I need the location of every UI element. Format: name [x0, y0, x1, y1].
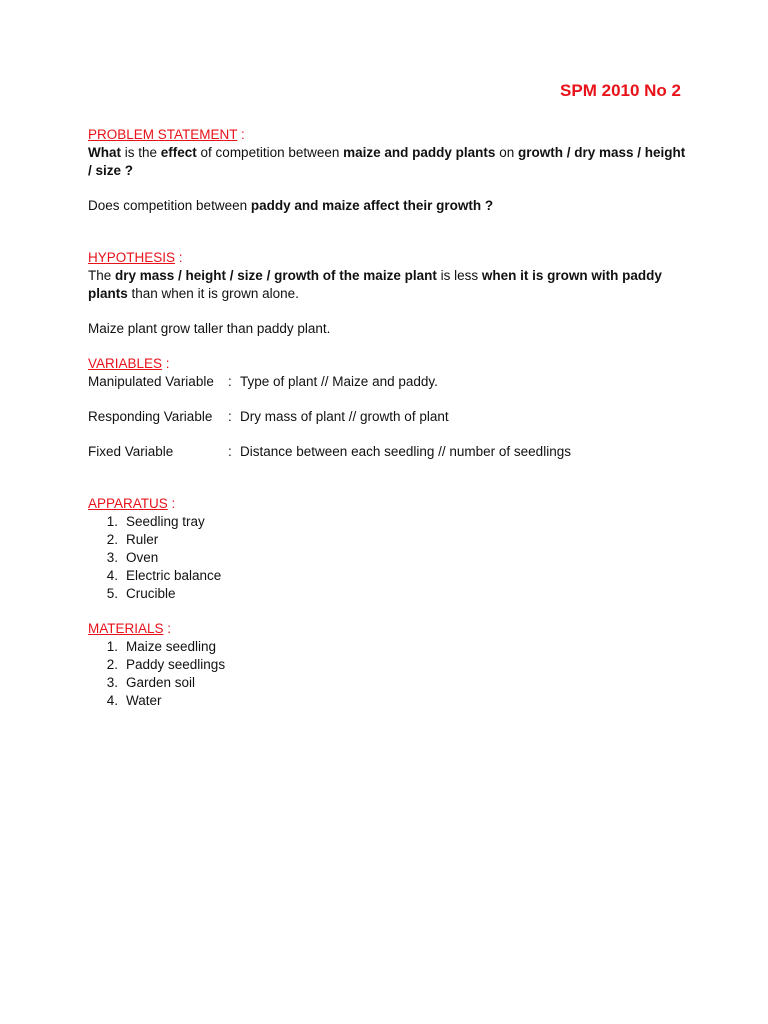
list-item [88, 656, 688, 674]
list-item [88, 531, 688, 549]
list-item-text: Electric balance [126, 568, 222, 583]
apparatus-heading-line [88, 495, 688, 513]
list-item-text: Paddy seedlings [126, 657, 226, 672]
list-number: 3. [106, 550, 118, 565]
hypothesis-heading-line [88, 249, 688, 267]
materials-list [88, 638, 688, 710]
heading-colon: : [175, 250, 183, 265]
variable-separator: : [228, 444, 232, 459]
heading-colon: : [163, 621, 172, 636]
list-number: 2. [106, 657, 118, 672]
list-item [88, 513, 688, 531]
list-item-text: Ruler [126, 532, 159, 547]
text: is less [436, 268, 482, 283]
list-item-text: Garden soil [126, 675, 196, 690]
variable-value: Type of plant // Maize and paddy. [240, 374, 438, 389]
list-item-text: Seedling tray [126, 514, 205, 529]
variables-heading-line [88, 355, 688, 373]
variable-value: Dry mass of plant // growth of plant [240, 409, 449, 424]
text-bold: dry mass / height / size / growth of the maize plant [115, 268, 437, 283]
text-bold: when it is grown with paddy plants [88, 268, 662, 301]
variable-name: Manipulated Variable [88, 374, 214, 389]
list-item-text: Oven [126, 550, 159, 565]
list-item [88, 549, 688, 567]
list-item [88, 638, 688, 656]
text: on [495, 145, 518, 160]
list-item [88, 692, 688, 710]
materials-heading-line [88, 620, 688, 638]
list-item-text: Water [126, 693, 162, 708]
heading-colon: : [167, 496, 176, 511]
document-body [88, 126, 688, 710]
text: is the [121, 145, 161, 160]
text-bold: effect [160, 145, 197, 160]
list-number: 4. [106, 693, 118, 708]
text-bold: paddy and maize affect their growth ? [250, 198, 494, 213]
apparatus-heading: APPARATUS [88, 496, 168, 511]
hypothesis-text [88, 267, 688, 303]
variable-separator: : [228, 409, 232, 424]
text-bold: What [88, 145, 121, 160]
variable-row-manipulated [88, 373, 688, 391]
text: The [88, 268, 116, 283]
list-item [88, 674, 688, 692]
materials-heading: MATERIALS [88, 621, 164, 636]
list-item [88, 567, 688, 585]
variable-name: Responding Variable [88, 409, 213, 424]
hypothesis-heading: HYPOTHESIS [88, 250, 176, 265]
apparatus-list [88, 513, 688, 603]
list-number: 1. [106, 514, 118, 529]
heading-colon: : [162, 356, 170, 371]
text: Does competition between [88, 198, 251, 213]
list-number: 3. [106, 675, 118, 690]
variable-row-fixed [88, 443, 688, 461]
list-number: 4. [106, 568, 118, 583]
problem-statement-text [88, 144, 688, 180]
text: of competition between [196, 145, 344, 160]
list-item-text: Maize seedling [126, 639, 217, 654]
variable-name: Fixed Variable [88, 444, 174, 459]
list-item [88, 585, 688, 603]
problem-statement-heading-line [88, 126, 688, 144]
problem-statement-heading: PROBLEM STATEMENT [88, 127, 238, 142]
list-item-text: Crucible [126, 586, 176, 601]
list-number: 1. [106, 639, 118, 654]
list-number: 5. [106, 586, 118, 601]
text-bold: growth / dry mass / height / size ? [88, 145, 686, 178]
hypothesis-alt-text: Maize plant grow taller than paddy plant. [88, 321, 331, 336]
document-title: SPM 2010 No 2 [560, 81, 681, 100]
text: than when it is grown alone. [127, 286, 299, 301]
problem-question-text [88, 197, 688, 215]
variable-row-responding [88, 408, 688, 426]
variable-value: Distance between each seedling // number of seedlings [240, 444, 571, 459]
heading-colon: : [237, 127, 245, 142]
variable-separator: : [228, 374, 232, 389]
list-number: 2. [106, 532, 118, 547]
text-bold: maize and paddy plants [343, 145, 496, 160]
variables-heading: VARIABLES [88, 356, 163, 371]
